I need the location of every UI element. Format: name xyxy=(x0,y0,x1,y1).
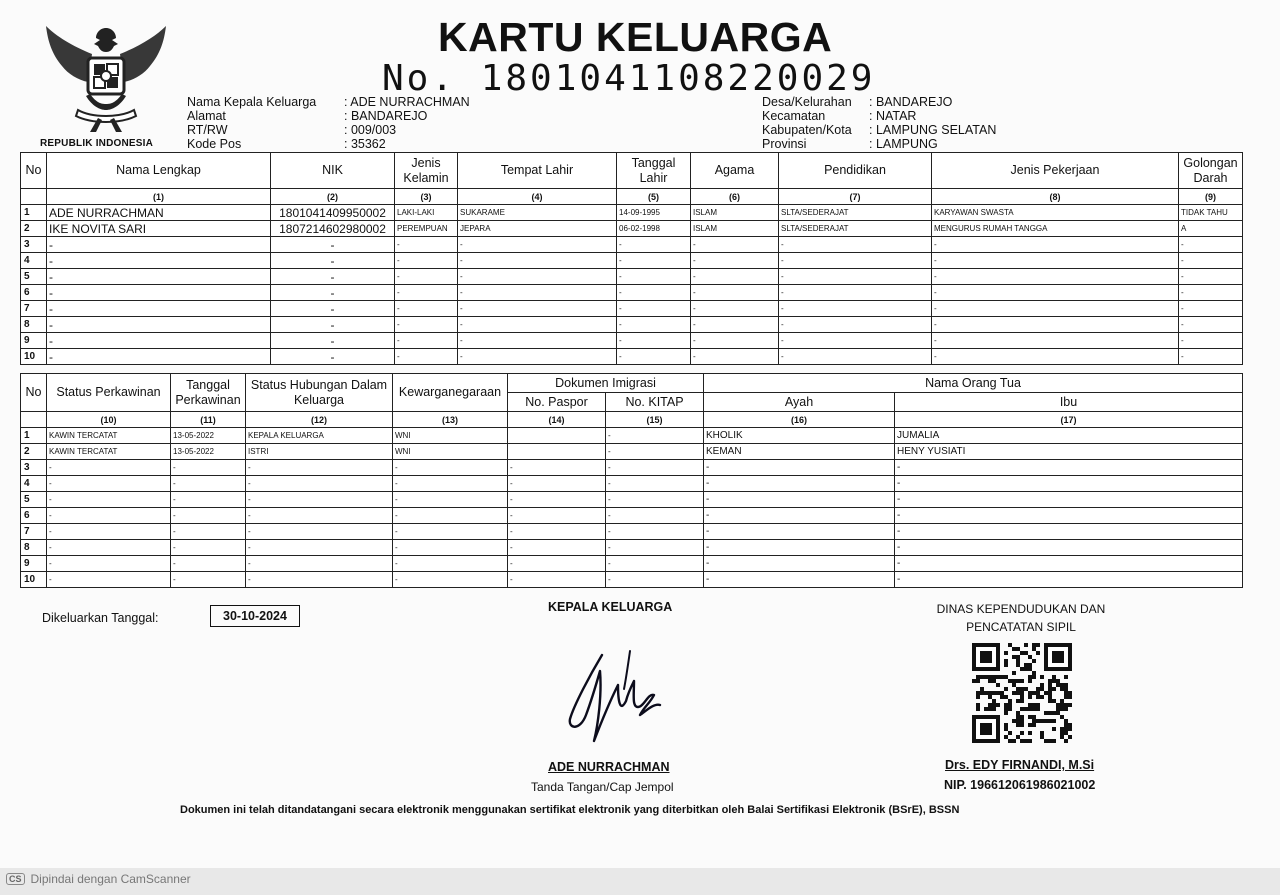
row-number: 8 xyxy=(21,540,47,556)
table-cell: - xyxy=(395,285,458,301)
table-cell: JUMALIA xyxy=(895,428,1243,444)
family-status-table xyxy=(20,373,1243,588)
table-row xyxy=(21,285,1243,301)
table-cell: - xyxy=(508,572,606,588)
row-number: 1 xyxy=(21,428,47,444)
table-cell: - xyxy=(606,428,704,444)
col-number: (16) xyxy=(704,412,895,428)
table-cell: - xyxy=(1179,285,1243,301)
info-label: Provinsi xyxy=(762,137,807,151)
table-cell: - xyxy=(691,269,779,285)
table-cell: - xyxy=(779,317,932,333)
table-cell: - xyxy=(1179,317,1243,333)
table-cell: TIDAK TAHU xyxy=(1179,205,1243,221)
agency-line: DINAS KEPENDUDUKAN DAN xyxy=(936,602,1106,616)
table-cell: - xyxy=(47,524,171,540)
table-cell: - xyxy=(246,476,393,492)
info-value: : 009/003 xyxy=(344,123,397,137)
table-cell: - xyxy=(704,572,895,588)
table-cell: - xyxy=(271,253,395,269)
table-cell: - xyxy=(171,460,246,476)
table-cell: KAWIN TERCATAT xyxy=(47,428,171,444)
signature-caption: Tanda Tangan/Cap Jempol xyxy=(531,780,674,794)
table-cell: A xyxy=(1179,221,1243,237)
row-number: 4 xyxy=(21,476,47,492)
col-number: (15) xyxy=(606,412,704,428)
table-cell: - xyxy=(393,556,508,572)
table-cell: IKE NOVITA SARI xyxy=(47,221,271,237)
table-cell: - xyxy=(47,492,171,508)
table-cell: - xyxy=(47,317,271,333)
empty-cell xyxy=(21,189,47,205)
table-cell: - xyxy=(271,317,395,333)
table-cell: - xyxy=(617,285,691,301)
table-cell: - xyxy=(246,572,393,588)
table-cell: - xyxy=(171,476,246,492)
col-number: (2) xyxy=(271,189,395,205)
table-cell: - xyxy=(458,253,617,269)
table-row xyxy=(21,492,1243,508)
table-cell: - xyxy=(691,237,779,253)
table-cell: KEMAN xyxy=(704,444,895,460)
col-header: No. KITAP xyxy=(606,393,704,412)
table-cell: 14-09-1995 xyxy=(617,205,691,221)
row-number: 5 xyxy=(21,492,47,508)
col-header: Nama Orang Tua xyxy=(704,374,1243,393)
table-cell: - xyxy=(617,333,691,349)
table-cell: - xyxy=(458,349,617,365)
table-cell: KARYAWAN SWASTA xyxy=(932,205,1179,221)
info-label: Kabupaten/Kota xyxy=(762,123,852,137)
table-cell: - xyxy=(47,301,271,317)
table-cell: - xyxy=(246,460,393,476)
document-title: KARTU KELUARGA xyxy=(438,14,833,60)
table-cell: - xyxy=(779,285,932,301)
table-cell: - xyxy=(691,285,779,301)
table-cell: - xyxy=(606,524,704,540)
col-header: Tempat Lahir xyxy=(458,153,617,189)
table-cell: - xyxy=(508,476,606,492)
row-number: 3 xyxy=(21,237,47,253)
col-header: Nama Lengkap xyxy=(47,153,271,189)
col-number: (10) xyxy=(47,412,171,428)
table-cell: - xyxy=(1179,349,1243,365)
table-cell: - xyxy=(704,508,895,524)
table-cell: 13-05-2022 xyxy=(171,428,246,444)
table-cell: - xyxy=(617,237,691,253)
table-cell: - xyxy=(246,524,393,540)
table-row xyxy=(21,349,1243,365)
table-cell: - xyxy=(779,253,932,269)
table-cell xyxy=(508,444,606,460)
table-cell: - xyxy=(606,476,704,492)
row-number: 5 xyxy=(21,269,47,285)
col-number: (3) xyxy=(395,189,458,205)
table-cell: - xyxy=(895,556,1243,572)
table-cell: - xyxy=(458,285,617,301)
row-number: 7 xyxy=(21,524,47,540)
table-cell: - xyxy=(47,349,271,365)
table-cell: ISTRI xyxy=(246,444,393,460)
col-header: Pendidikan xyxy=(779,153,932,189)
table-cell: - xyxy=(1179,237,1243,253)
table-cell: - xyxy=(246,508,393,524)
table-row xyxy=(21,237,1243,253)
info-value: : NATAR xyxy=(869,109,917,123)
table-row xyxy=(21,556,1243,572)
table-cell: - xyxy=(606,508,704,524)
table-cell: JEPARA xyxy=(458,221,617,237)
table-cell: - xyxy=(508,508,606,524)
table-cell: - xyxy=(47,269,271,285)
row-number: 2 xyxy=(21,444,47,460)
row-number: 9 xyxy=(21,333,47,349)
table-cell: 1801041409950002 xyxy=(271,205,395,221)
table-cell: - xyxy=(458,317,617,333)
garuda-emblem-icon xyxy=(42,24,170,136)
table-cell: - xyxy=(393,540,508,556)
table-cell: PEREMPUAN xyxy=(395,221,458,237)
table-cell: WNI xyxy=(393,428,508,444)
col-number: (11) xyxy=(171,412,246,428)
table-cell: - xyxy=(691,301,779,317)
table-row xyxy=(21,572,1243,588)
col-header: Status Perkawinan xyxy=(47,374,171,412)
table-cell: - xyxy=(779,237,932,253)
info-value: : LAMPUNG SELATAN xyxy=(869,123,997,137)
table-cell: - xyxy=(932,301,1179,317)
col-header: Ibu xyxy=(895,393,1243,412)
col-header: No xyxy=(21,153,47,189)
col-number: (4) xyxy=(458,189,617,205)
table-cell: - xyxy=(393,460,508,476)
issued-date-label: Dikeluarkan Tanggal: xyxy=(42,611,159,625)
table-cell: - xyxy=(932,349,1179,365)
table-cell: - xyxy=(395,269,458,285)
table-cell: - xyxy=(171,492,246,508)
table-cell: - xyxy=(895,508,1243,524)
table-cell: - xyxy=(617,317,691,333)
info-label: Kode Pos xyxy=(187,137,242,151)
col-number: (9) xyxy=(1179,189,1243,205)
official-name: Drs. EDY FIRNANDI, M.Si xyxy=(945,758,1095,772)
table-cell: - xyxy=(171,556,246,572)
table-cell: - xyxy=(932,253,1179,269)
table-row xyxy=(21,540,1243,556)
table-cell: - xyxy=(271,237,395,253)
row-number: 4 xyxy=(21,253,47,269)
members-table-body xyxy=(21,205,1243,365)
row-number: 8 xyxy=(21,317,47,333)
camscanner-logo-icon: CS xyxy=(6,873,25,885)
table-cell: - xyxy=(395,301,458,317)
info-value: : ADE NURRACHMAN xyxy=(344,95,470,109)
table-cell: - xyxy=(932,317,1179,333)
table-cell: - xyxy=(895,492,1243,508)
table-cell: - xyxy=(606,444,704,460)
table-cell: - xyxy=(606,460,704,476)
col-header: Kewarganegaraan xyxy=(393,374,508,412)
table-cell: - xyxy=(271,333,395,349)
table-cell: - xyxy=(246,540,393,556)
table-cell: - xyxy=(393,492,508,508)
table-cell: 13-05-2022 xyxy=(171,444,246,460)
table-cell: - xyxy=(606,492,704,508)
table-row xyxy=(21,301,1243,317)
table-cell: - xyxy=(47,572,171,588)
table-cell: - xyxy=(704,540,895,556)
table-row xyxy=(21,205,1243,221)
table-cell: - xyxy=(1179,253,1243,269)
table-cell: - xyxy=(617,349,691,365)
info-label: Desa/Kelurahan xyxy=(762,95,852,109)
table-cell: ISLAM xyxy=(691,205,779,221)
table-cell: - xyxy=(1179,333,1243,349)
table-cell: - xyxy=(704,476,895,492)
info-label: Nama Kepala Keluarga xyxy=(187,95,317,109)
table-cell: - xyxy=(932,269,1179,285)
table-cell: - xyxy=(895,540,1243,556)
col-number: (7) xyxy=(779,189,932,205)
table-cell: - xyxy=(395,253,458,269)
issuing-agency xyxy=(915,600,1127,636)
table-cell: - xyxy=(932,333,1179,349)
table-cell: - xyxy=(171,524,246,540)
table-cell: - xyxy=(171,572,246,588)
table-row xyxy=(21,428,1243,444)
table-cell: - xyxy=(932,285,1179,301)
table-cell: HENY YUSIATI xyxy=(895,444,1243,460)
table-cell: - xyxy=(271,269,395,285)
table-cell: - xyxy=(704,524,895,540)
table-cell: - xyxy=(47,556,171,572)
table-cell: - xyxy=(47,508,171,524)
table-cell: - xyxy=(691,349,779,365)
empty-cell xyxy=(21,412,47,428)
table-row xyxy=(21,524,1243,540)
table-cell: - xyxy=(704,492,895,508)
col-number: (6) xyxy=(691,189,779,205)
table-cell: - xyxy=(395,317,458,333)
table-cell: - xyxy=(458,333,617,349)
table-row xyxy=(21,333,1243,349)
table-cell: - xyxy=(779,301,932,317)
family-status-table-body xyxy=(21,428,1243,588)
table-cell: - xyxy=(704,460,895,476)
table-cell: ADE NURRACHMAN xyxy=(47,205,271,221)
table-cell: - xyxy=(458,237,617,253)
table-cell: - xyxy=(895,572,1243,588)
row-number: 7 xyxy=(21,301,47,317)
table-cell: - xyxy=(704,556,895,572)
col-number: (14) xyxy=(508,412,606,428)
table-cell: - xyxy=(779,349,932,365)
table-row xyxy=(21,253,1243,269)
head-of-family-heading: KEPALA KELUARGA xyxy=(548,600,673,614)
table-cell: - xyxy=(1179,301,1243,317)
table-cell: KAWIN TERCATAT xyxy=(47,444,171,460)
table-cell: - xyxy=(895,460,1243,476)
table-cell: - xyxy=(47,540,171,556)
table-cell: - xyxy=(779,333,932,349)
table-cell: SUKARAME xyxy=(458,205,617,221)
table-cell: SLTA/SEDERAJAT xyxy=(779,221,932,237)
table-row xyxy=(21,444,1243,460)
info-value: : LAMPUNG xyxy=(869,137,938,151)
table-cell: - xyxy=(246,492,393,508)
info-label: Alamat xyxy=(187,109,226,123)
table-cell: - xyxy=(393,524,508,540)
table-cell: - xyxy=(395,349,458,365)
info-value: : BANDAREJO xyxy=(869,95,953,109)
col-header: Jenis Pekerjaan xyxy=(932,153,1179,189)
table-cell: - xyxy=(895,524,1243,540)
electronic-signature-notice: Dokumen ini telah ditandatangani secara elektronik menggunakan sertifikat elektronik yang diterbitkan oleh Balai Sertifikasi Elektronik (BSrE), BSSN xyxy=(180,804,960,816)
table-cell: SLTA/SEDERAJAT xyxy=(779,205,932,221)
table-cell: - xyxy=(779,269,932,285)
table-cell: - xyxy=(606,556,704,572)
col-header: NIK xyxy=(271,153,395,189)
table-cell: - xyxy=(458,269,617,285)
info-value: : 35362 xyxy=(344,137,386,151)
table-cell: - xyxy=(691,253,779,269)
col-header: Agama xyxy=(691,153,779,189)
table-cell: - xyxy=(393,572,508,588)
members-table xyxy=(20,152,1243,365)
col-number: (8) xyxy=(932,189,1179,205)
table-cell: - xyxy=(47,333,271,349)
col-header: Jenis Kelamin xyxy=(395,153,458,189)
camscanner-text: Dipindai dengan CamScanner xyxy=(30,872,191,886)
table-cell: - xyxy=(617,269,691,285)
table-cell: - xyxy=(606,572,704,588)
col-number: (1) xyxy=(47,189,271,205)
col-number: (12) xyxy=(246,412,393,428)
table-cell: - xyxy=(508,492,606,508)
table-cell: - xyxy=(246,556,393,572)
col-number: (5) xyxy=(617,189,691,205)
info-label: Kecamatan xyxy=(762,109,826,123)
table-cell: MENGURUS RUMAH TANGGA xyxy=(932,221,1179,237)
table-cell: KEPALA KELUARGA xyxy=(246,428,393,444)
row-number: 10 xyxy=(21,572,47,588)
table-cell: - xyxy=(932,237,1179,253)
row-number: 3 xyxy=(21,460,47,476)
col-header: No xyxy=(21,374,47,412)
qr-code-icon xyxy=(972,643,1072,743)
table-cell: - xyxy=(171,540,246,556)
signature-icon xyxy=(560,645,670,745)
col-header: Dokumen Imigrasi xyxy=(508,374,704,393)
col-header: No. Paspor xyxy=(508,393,606,412)
info-label: RT/RW xyxy=(187,123,228,137)
table-cell: - xyxy=(271,301,395,317)
table-cell: 1807214602980002 xyxy=(271,221,395,237)
table-cell: - xyxy=(617,253,691,269)
household-info-left xyxy=(187,95,470,151)
info-value: : BANDAREJO xyxy=(344,109,428,123)
col-header: Golongan Darah xyxy=(1179,153,1243,189)
table-cell: - xyxy=(606,540,704,556)
table-row xyxy=(21,460,1243,476)
camscanner-watermark xyxy=(6,872,191,886)
table-cell: - xyxy=(171,508,246,524)
row-number: 6 xyxy=(21,508,47,524)
agency-line: PENCATATAN SIPIL xyxy=(966,620,1076,634)
col-number: (13) xyxy=(393,412,508,428)
col-header: Status Hubungan Dalam Keluarga xyxy=(246,374,393,412)
table-cell: - xyxy=(617,301,691,317)
table-cell: - xyxy=(47,476,171,492)
table-cell: - xyxy=(47,285,271,301)
table-row xyxy=(21,317,1243,333)
table-cell xyxy=(508,428,606,444)
table-cell: - xyxy=(47,460,171,476)
table-cell: - xyxy=(691,317,779,333)
table-cell: - xyxy=(271,285,395,301)
row-number: 6 xyxy=(21,285,47,301)
head-of-family-name: ADE NURRACHMAN xyxy=(548,760,670,774)
table-cell: - xyxy=(271,349,395,365)
table-cell: KHOLIK xyxy=(704,428,895,444)
table-cell: WNI xyxy=(393,444,508,460)
table-row xyxy=(21,508,1243,524)
issued-date-value: 30-10-2024 xyxy=(210,605,300,627)
row-number: 9 xyxy=(21,556,47,572)
table-cell: - xyxy=(508,556,606,572)
table-cell: - xyxy=(895,476,1243,492)
table-cell: - xyxy=(47,237,271,253)
col-header: Ayah xyxy=(704,393,895,412)
table-cell: 06-02-1998 xyxy=(617,221,691,237)
table-cell: - xyxy=(508,460,606,476)
table-cell: - xyxy=(508,540,606,556)
table-cell: - xyxy=(691,333,779,349)
table-cell: - xyxy=(395,333,458,349)
table-row xyxy=(21,269,1243,285)
col-number: (17) xyxy=(895,412,1243,428)
table-cell: - xyxy=(395,237,458,253)
col-header: Tanggal Lahir xyxy=(617,153,691,189)
table-cell: - xyxy=(1179,269,1243,285)
table-cell: - xyxy=(393,476,508,492)
emblem-caption: REPUBLIK INDONESIA xyxy=(40,138,154,149)
table-cell: - xyxy=(47,253,271,269)
table-row xyxy=(21,476,1243,492)
table-cell: - xyxy=(393,508,508,524)
official-nip: NIP. 196612061986021002 xyxy=(944,778,1096,792)
row-number: 1 xyxy=(21,205,47,221)
table-cell: - xyxy=(508,524,606,540)
row-number: 2 xyxy=(21,221,47,237)
table-row xyxy=(21,221,1243,237)
table-cell: LAKI-LAKI xyxy=(395,205,458,221)
row-number: 10 xyxy=(21,349,47,365)
household-info-right xyxy=(762,95,996,151)
document-number: No. 1801041108220029 xyxy=(382,58,876,99)
table-cell: - xyxy=(458,301,617,317)
table-cell: ISLAM xyxy=(691,221,779,237)
col-header: Tanggal Perkawinan xyxy=(171,374,246,412)
